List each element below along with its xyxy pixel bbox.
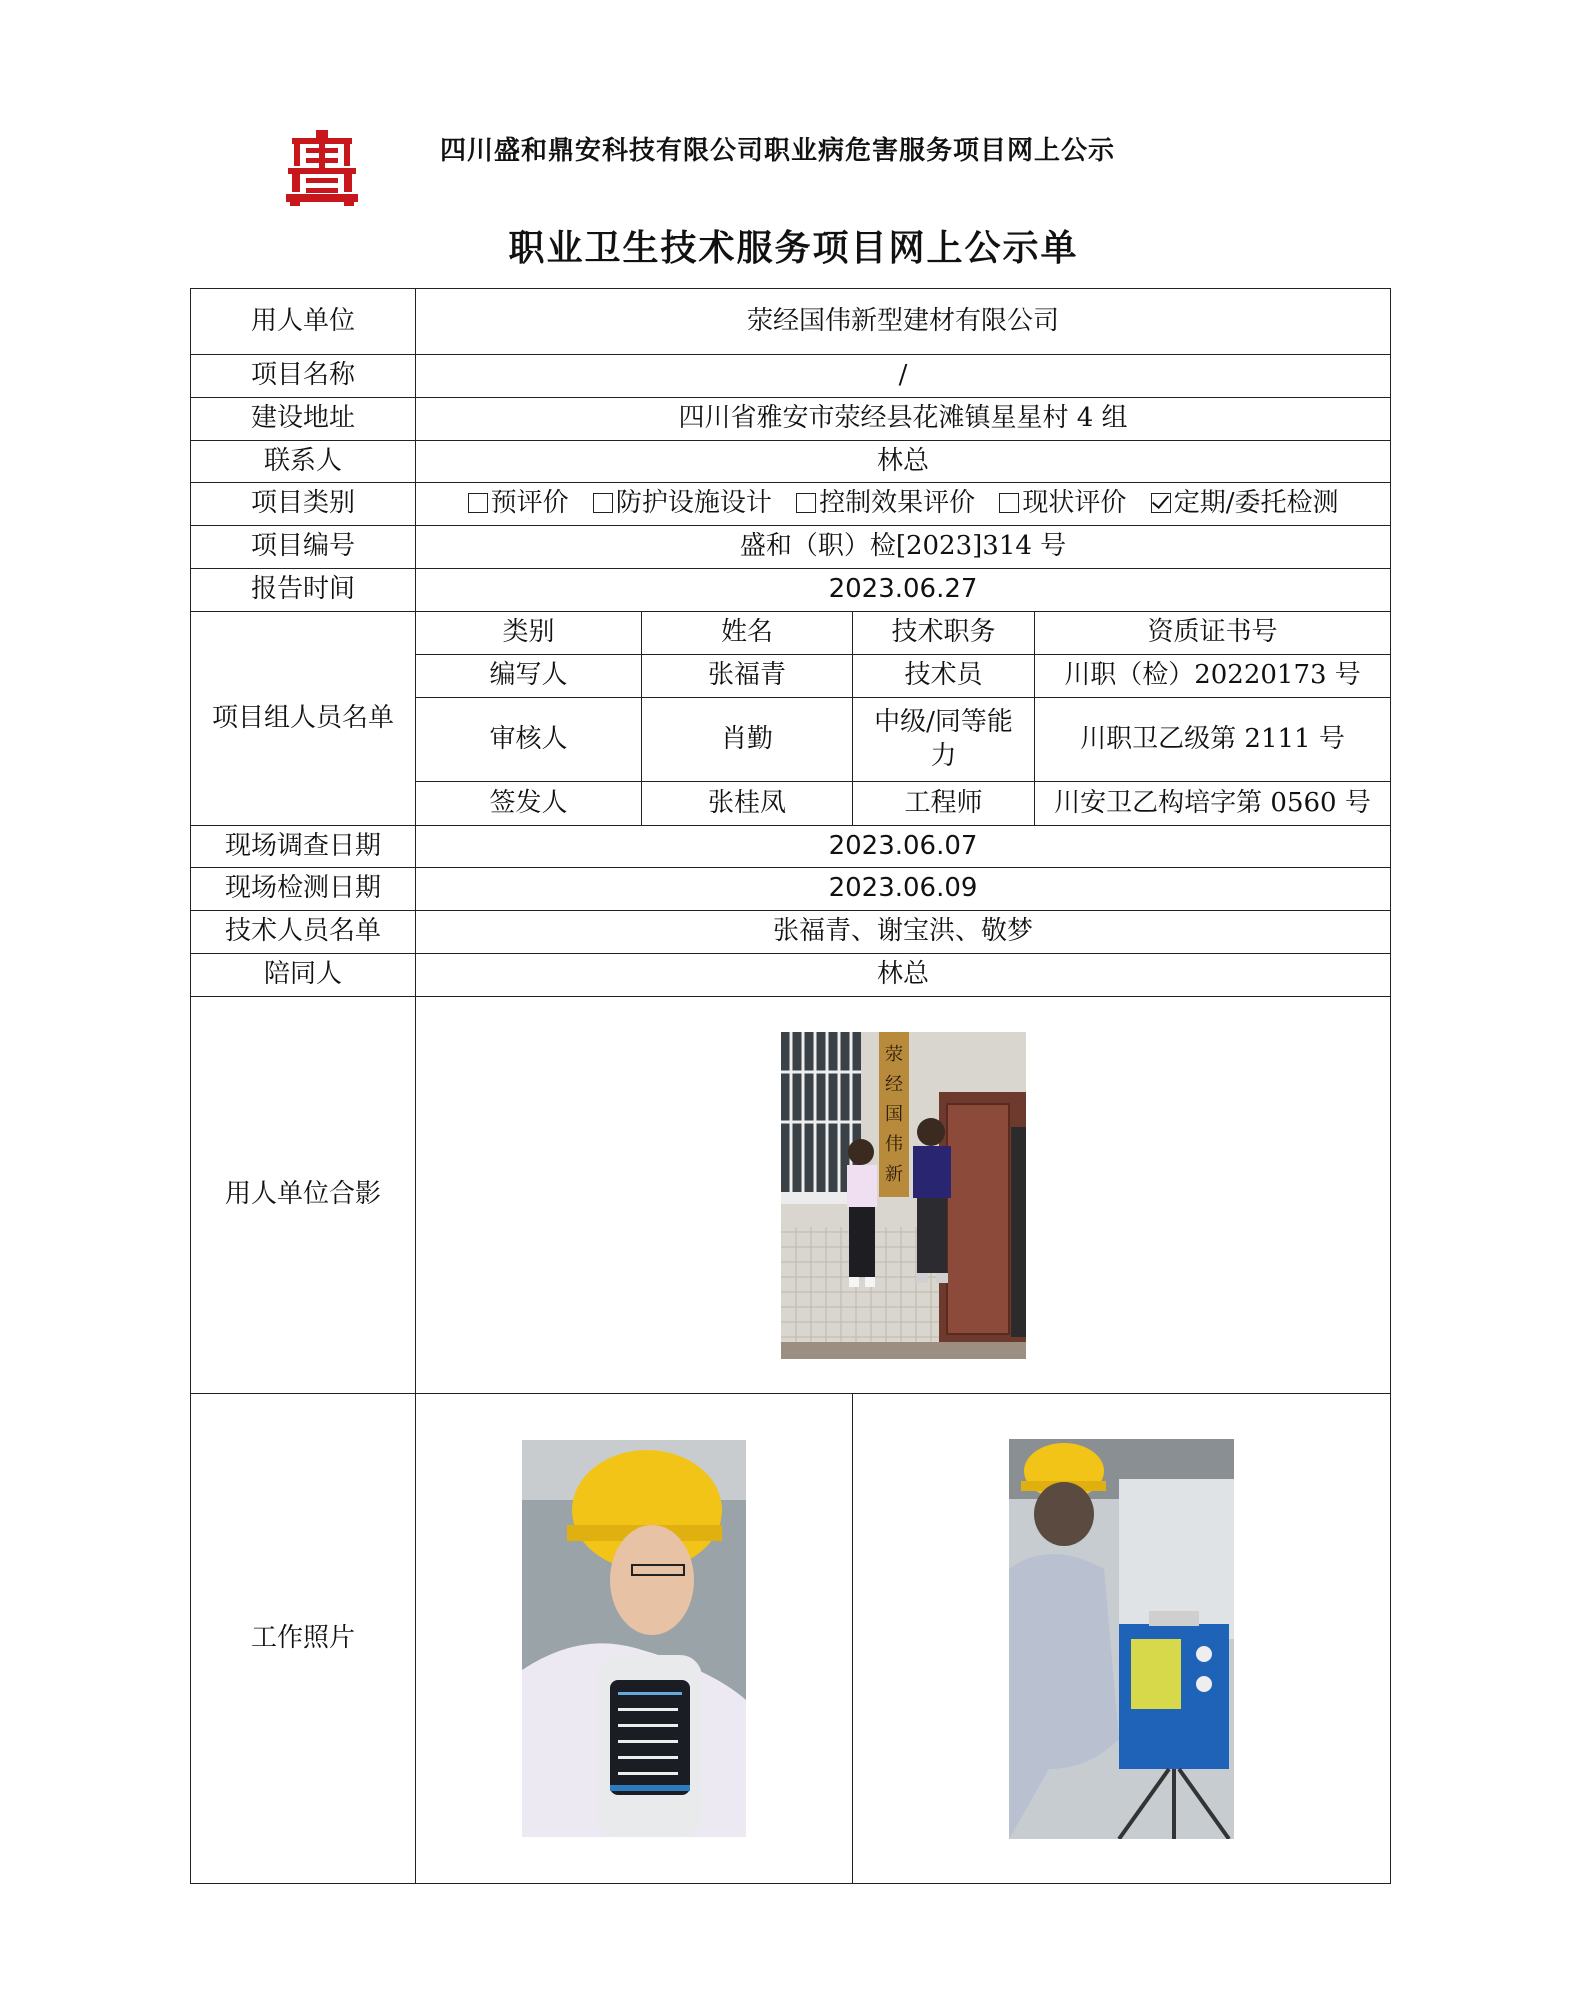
tech-staff-label: 技术人员名单 [191, 911, 416, 954]
category-option[interactable]: 控制效果评价 [796, 487, 975, 521]
tech-staff-value: 张福青、谢宝洪、敬梦 [416, 911, 1391, 954]
team-name: 张桂凤 [642, 782, 853, 826]
team-label: 项目组人员名单 [191, 612, 416, 826]
row-project-name [191, 355, 1391, 398]
team-title: 中级/同等能力 [853, 698, 1035, 782]
work-photo-cell-2 [853, 1394, 1391, 1884]
contact-label: 联系人 [191, 441, 416, 483]
group-photo-label: 用人单位合影 [191, 997, 416, 1394]
disclosure-table [190, 288, 1391, 1884]
work-photo-sampler [1009, 1439, 1234, 1839]
team-header-row [191, 612, 1391, 655]
work-photo-label: 工作照片 [191, 1394, 416, 1884]
category-label: 项目类别 [191, 483, 416, 526]
team-header-role: 类别 [416, 612, 642, 655]
row-contact [191, 441, 1391, 483]
survey-date-value: 2023.06.07 [416, 826, 1391, 868]
row-report-date [191, 569, 1391, 612]
team-cert: 川职（检）20220173 号 [1035, 655, 1391, 698]
checkbox-icon [999, 493, 1019, 513]
team-role: 签发人 [416, 782, 642, 826]
group-photo-cell [416, 997, 1391, 1394]
team-title: 工程师 [853, 782, 1035, 826]
project-name-label: 项目名称 [191, 355, 416, 398]
row-tech-staff [191, 911, 1391, 954]
employer-value: 荥经国伟新型建材有限公司 [416, 289, 1391, 355]
escort-label: 陪同人 [191, 954, 416, 997]
report-date-label: 报告时间 [191, 569, 416, 612]
team-header-name: 姓名 [642, 612, 853, 655]
category-option[interactable]: 预评价 [468, 487, 569, 521]
team-title: 技术员 [853, 655, 1035, 698]
escort-value: 林总 [416, 954, 1391, 997]
team-cert: 川安卫乙构培字第 0560 号 [1035, 782, 1391, 826]
project-no-label: 项目编号 [191, 526, 416, 569]
team-role: 审核人 [416, 698, 642, 782]
address-value: 四川省雅安市荥经县花滩镇星星村 4 组 [416, 398, 1391, 441]
sign-char: 荥经国伟新 [884, 1043, 903, 1185]
company-header: 四川盛和鼎安科技有限公司职业病危害服务项目网上公示 [440, 136, 1116, 166]
category-options [416, 483, 1391, 526]
address-label: 建设地址 [191, 398, 416, 441]
team-header-cert: 资质证书号 [1035, 612, 1391, 655]
project-no-value: 盛和（职）检[2023]314 号 [416, 526, 1391, 569]
team-name: 张福青 [642, 655, 853, 698]
checkbox-icon [468, 493, 488, 513]
survey-date-label: 现场调查日期 [191, 826, 416, 868]
row-group-photo [191, 997, 1391, 1394]
test-date-value: 2023.06.09 [416, 868, 1391, 911]
team-header-title: 技术职务 [853, 612, 1035, 655]
row-category [191, 483, 1391, 526]
checkbox-checked-icon [1151, 493, 1171, 513]
row-escort [191, 954, 1391, 997]
row-test-date [191, 868, 1391, 911]
page-title: 职业卫生技术服务项目网上公示单 [508, 227, 1079, 269]
employer-label: 用人单位 [191, 289, 416, 355]
category-option[interactable]: 现状评价 [999, 487, 1126, 521]
test-date-label: 现场检测日期 [191, 868, 416, 911]
project-name-value: / [416, 355, 1391, 398]
company-logo [286, 128, 358, 206]
category-option[interactable]: 防护设施设计 [593, 487, 772, 521]
row-employer [191, 289, 1391, 355]
row-address [191, 398, 1391, 441]
category-option[interactable]: 定期/委托检测 [1151, 487, 1339, 521]
team-cert: 川职卫乙级第 2111 号 [1035, 698, 1391, 782]
team-role: 编写人 [416, 655, 642, 698]
checkbox-icon [796, 493, 816, 513]
group-photo-image [781, 1032, 1026, 1359]
row-work-photos [191, 1394, 1391, 1884]
row-project-no [191, 526, 1391, 569]
checkbox-icon [593, 493, 613, 513]
contact-value: 林总 [416, 441, 1391, 483]
work-photo-cell-1 [416, 1394, 853, 1884]
work-photo-noise-meter [522, 1440, 746, 1837]
row-survey-date [191, 826, 1391, 868]
report-date-value: 2023.06.27 [416, 569, 1391, 612]
team-name: 肖勤 [642, 698, 853, 782]
